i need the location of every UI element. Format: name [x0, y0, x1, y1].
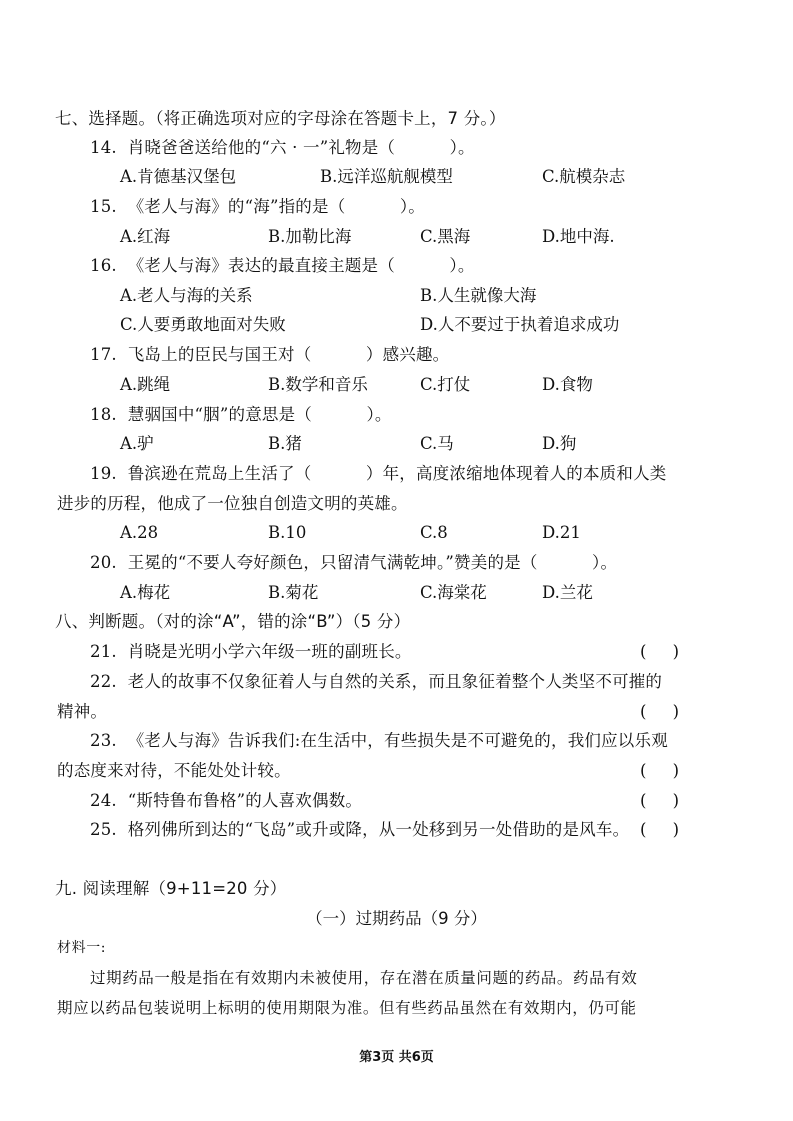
question-19-stem: 19. 鲁滨逊在荒岛上生活了（ ）年，高度浓缩地体现着人的本质和人类: [90, 464, 667, 483]
question-16-stem: 16. 《老人与海》表达的最直接主题是（ ）。: [90, 256, 475, 275]
judge-25-text: 25. 格列佛所到达的“飞岛”或升或降，从一处移到另一处借助的是风车。: [90, 820, 630, 839]
material-line-1: 过期药品一般是指在有效期内未被使用，存在潜在质量问题的药品。药品有效: [90, 969, 638, 987]
question-20-option-b: B.菊花: [268, 583, 319, 602]
section-7-title: 七、选择题。（将正确选项对应的字母涂在答题卡上，7 分。）: [55, 109, 506, 128]
question-19-option-c: C.8: [420, 523, 448, 542]
question-15-option-a: A.红海: [120, 227, 171, 246]
judge-22-text: 22. 老人的故事不仅象征着人与自然的关系，而且象征着整个人类坚不可摧的: [90, 672, 663, 691]
question-17-option-a: A.跳绳: [120, 375, 171, 394]
question-18-option-b: B.猪: [268, 434, 302, 453]
question-14-option-a: A.肯德基汉堡包: [120, 167, 237, 186]
judge-21-text: 21. 肖晓是光明小学六年级一班的副班长。: [90, 642, 412, 661]
judge-25-answer-blank: ( ): [640, 820, 680, 839]
question-17-option-b: B.数学和音乐: [268, 375, 368, 394]
question-16-option-a: A.老人与海的关系: [120, 286, 253, 305]
judge-22-text-continued: 精神。: [57, 702, 108, 721]
question-18-stem: 18. 慧骃国中“胭”的意思是（ ）。: [90, 405, 392, 424]
question-18-option-d: D.狗: [542, 434, 577, 453]
question-20-stem: 20. 王冕的“不要人夸好颜色，只留清气满乾坤。”赞美的是（ ）。: [90, 553, 618, 572]
page-footer: 第3页 共6页: [359, 1050, 434, 1065]
question-15-stem: 15. 《老人与海》的“海”指的是（ ）。: [90, 197, 425, 216]
question-14-option-b: B.远洋巡航舰模型: [320, 167, 453, 186]
material-line-2: 期应以药品包装说明上标明的使用期限为准。但有些药品虽然在有效期内，仍可能: [57, 999, 637, 1017]
question-15-option-d: D.地中海.: [542, 227, 615, 246]
question-19-option-d: D.21: [542, 523, 581, 542]
judge-23-text-continued: 的态度来对待，不能处处计较。: [57, 761, 291, 780]
question-17-option-d: D.食物: [542, 375, 593, 394]
question-20-option-d: D.兰花: [542, 583, 593, 602]
question-16-option-b: B.人生就像大海: [420, 286, 537, 305]
question-16-option-c: C.人要勇敢地面对失败: [120, 315, 286, 334]
question-19-stem-continued: 进步的历程，他成了一位独自创造文明的英雄。: [57, 494, 408, 513]
question-20-option-c: C.海棠花: [420, 583, 487, 602]
judge-24-text: 24. “斯特鲁布鲁格”的人喜欢偶数。: [90, 791, 363, 810]
question-19-option-b: B.10: [268, 523, 307, 542]
question-20-option-a: A.梅花: [120, 583, 171, 602]
judge-23-text: 23. 《老人与海》告诉我们:在生活中，有些损失是不可避免的，我们应以乐观: [90, 731, 668, 750]
question-15-option-c: C.黑海: [420, 227, 471, 246]
question-18-option-a: A.驴: [120, 434, 154, 453]
question-15-option-b: B.加勒比海: [268, 227, 352, 246]
judge-22-answer-blank: ( ): [640, 702, 680, 721]
question-18-option-c: C.马: [420, 434, 454, 453]
question-14-stem: 14. 肖晓爸爸送给他的“六 · 一”礼物是（ ）。: [90, 138, 475, 157]
question-19-option-a: A.28: [120, 523, 159, 542]
question-16-option-d: D.人不要过于执着追求成功: [420, 315, 620, 334]
section-8-title: 八、判断题。（对的涂“A”，错的涂“B”）（5 分）: [55, 612, 411, 631]
judge-21-answer-blank: ( ): [640, 642, 680, 661]
material-label: 材料一:: [57, 940, 107, 956]
judge-23-answer-blank: ( ): [640, 761, 680, 780]
question-17-stem: 17. 飞岛上的臣民与国王对（ ）感兴趣。: [90, 345, 450, 364]
question-14-option-c: C.航模杂志: [542, 167, 626, 186]
reading-subtitle: （一）过期药品（9 分）: [306, 909, 487, 928]
question-17-option-c: C.打仗: [420, 375, 471, 394]
judge-24-answer-blank: ( ): [640, 791, 680, 810]
section-9-title: 九. 阅读理解（9+11=20 分）: [55, 879, 287, 898]
